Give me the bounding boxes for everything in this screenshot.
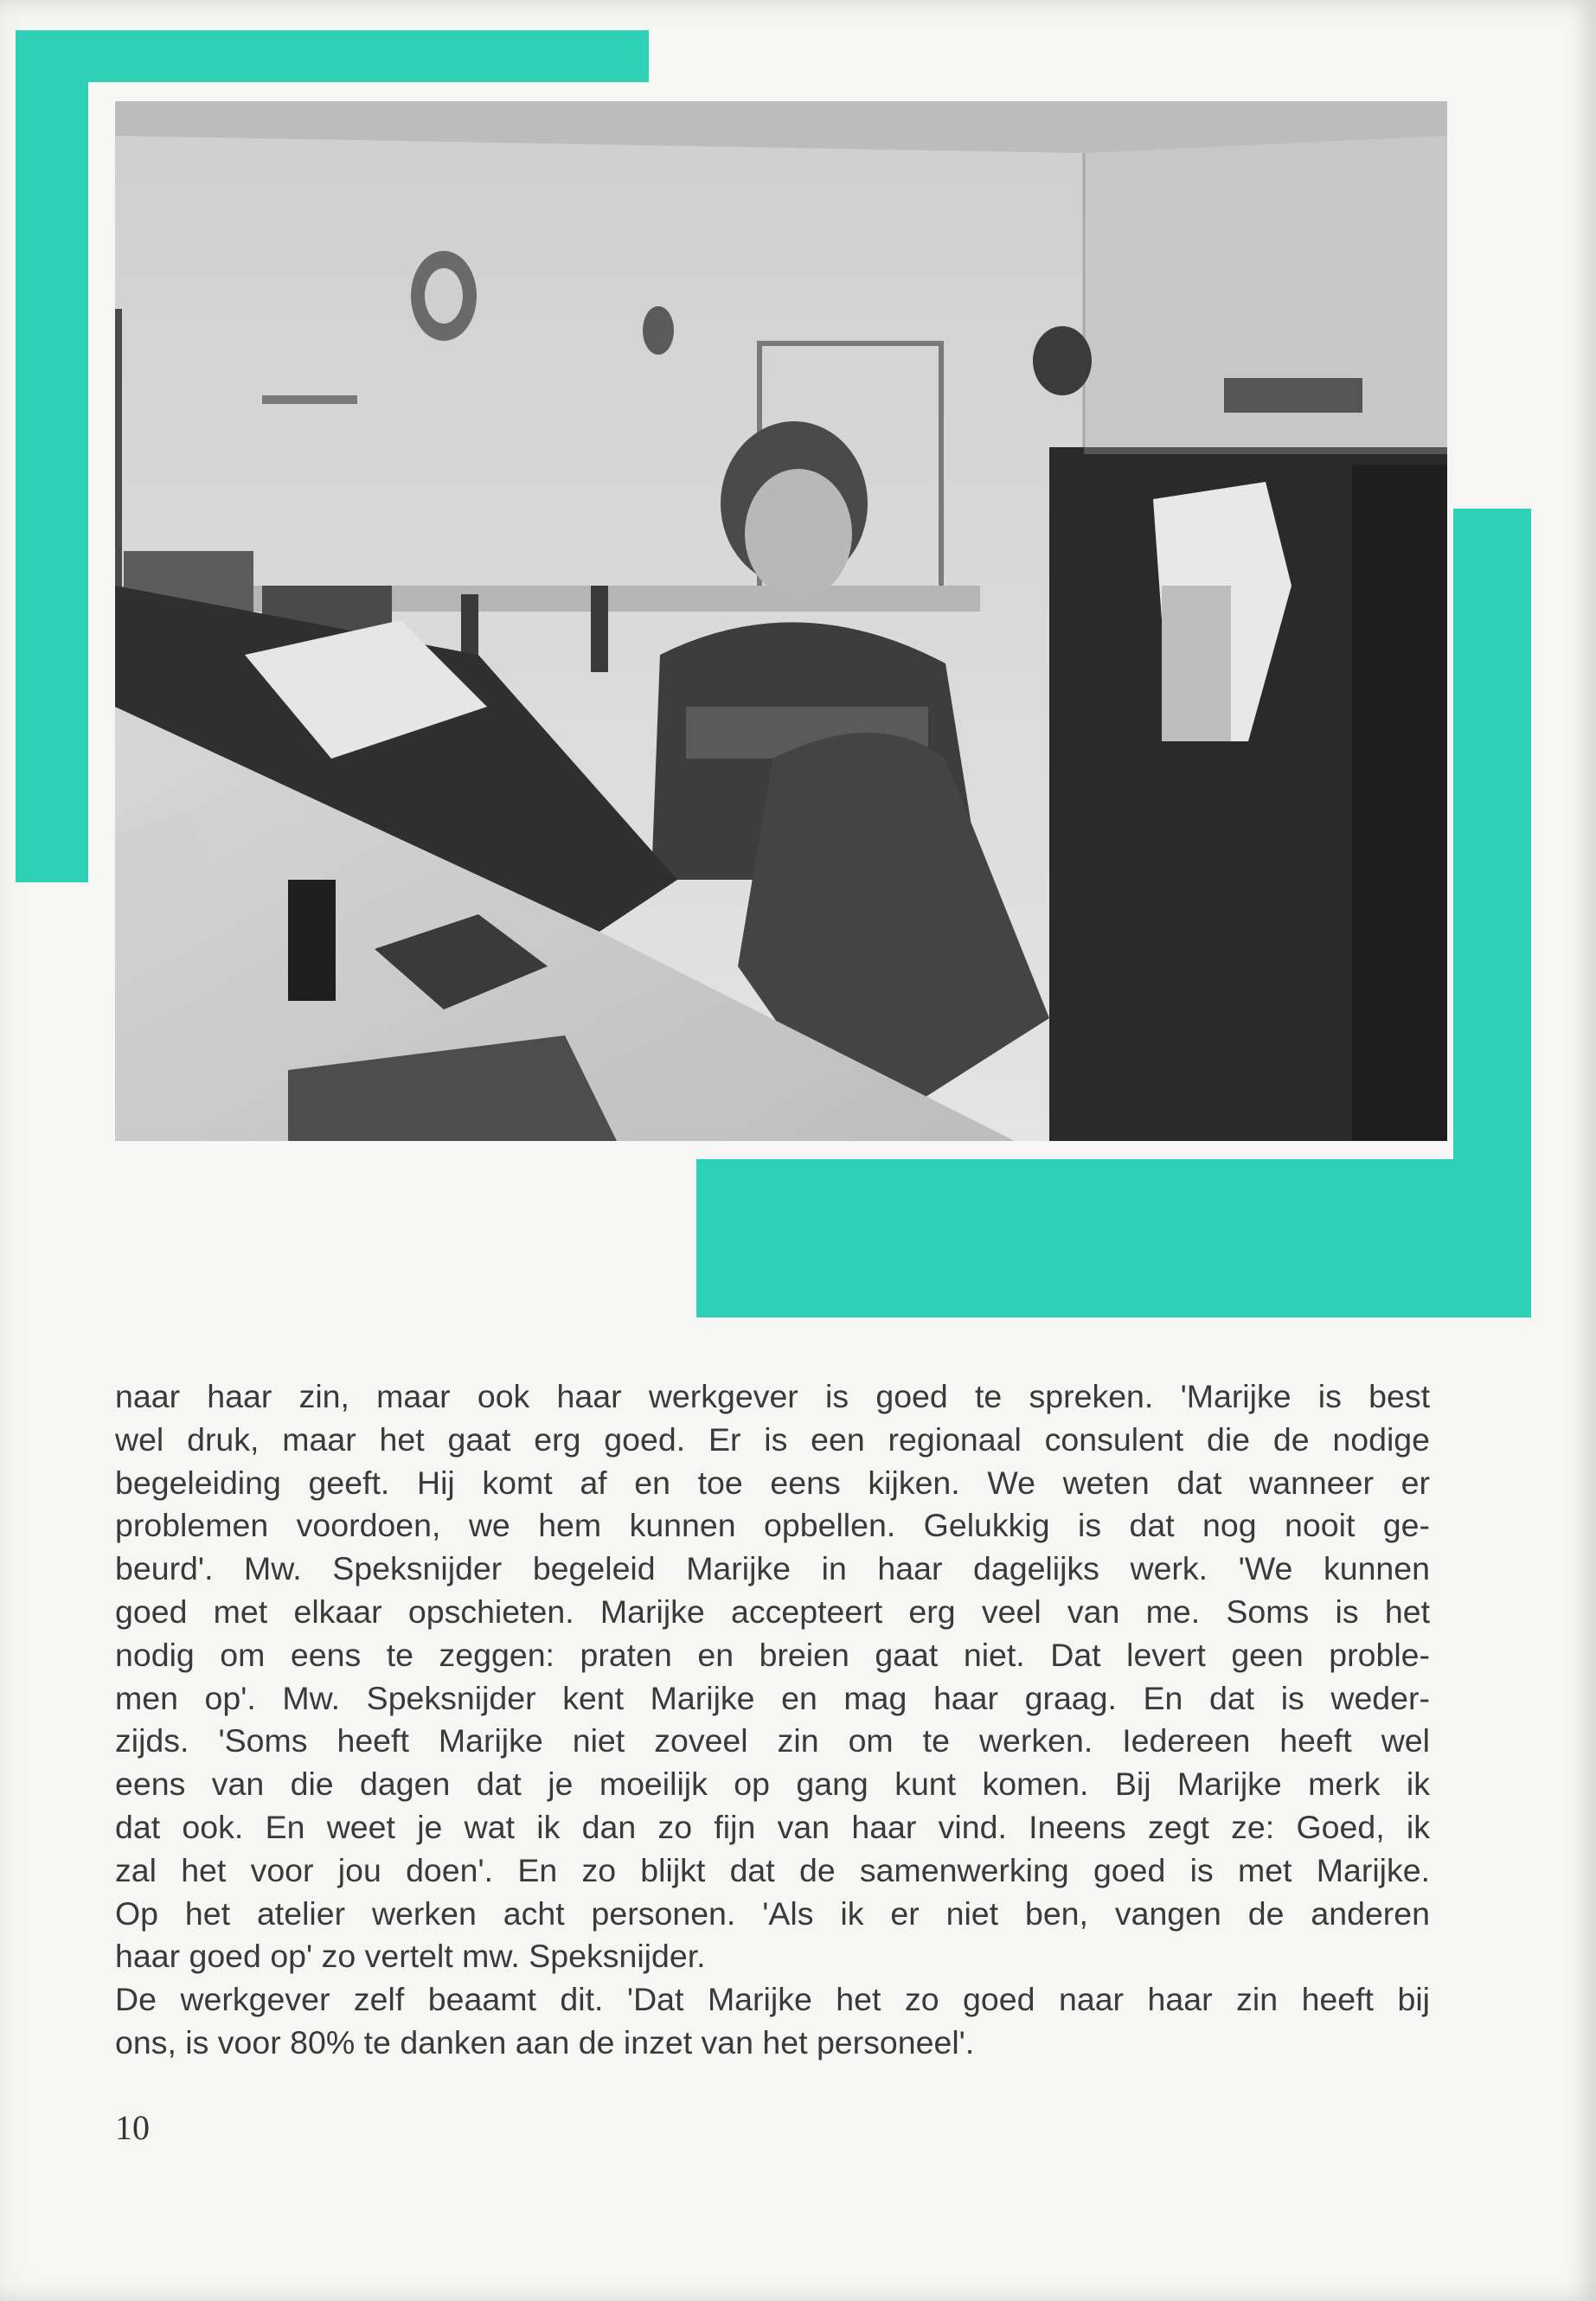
accent-bar-top-left — [16, 30, 649, 82]
article-line: naar haar zin, maar ook haar werkgever is goed te spreken. 'Marijke is best — [115, 1378, 1430, 1414]
article-line: goed met elkaar opschieten. Marijke accepteert erg veel van me. Soms is het — [115, 1593, 1430, 1630]
article-line: De werkgever zelf beaamt dit. 'Dat Marijke het zo goed naar haar zin heeft bij — [115, 1981, 1430, 2018]
article-line: men op'. Mw. Speksnijder kent Marijke en mag haar graag. En dat is weder- — [115, 1679, 1430, 1716]
article-line: ons, is voor 80% te danken aan de inzet van het personeel'. — [115, 2023, 975, 2061]
article-body — [115, 1375, 1430, 2065]
article-line: problemen voordoen, we hem kunnen opbellen. Gelukkig is dat nog nooit ge- — [115, 1507, 1430, 1544]
article-line: nodig om eens te zeggen: praten en breien gaat niet. Dat levert geen proble- — [115, 1636, 1430, 1673]
article-line: begeleiding geeft. Hij komt af en toe eens kijken. We weten dat wanneer er — [115, 1464, 1430, 1501]
photo-tailoring-workshop-icon — [115, 101, 1447, 1141]
article-line: haar goed op' zo vertelt mw. Speksnijder. — [115, 1938, 706, 1975]
article-line: zal het voor jou doen'. En zo blijkt dat de samenwerking goed is met Marijke. — [115, 1851, 1430, 1888]
workshop-photo — [115, 101, 1447, 1141]
page-number: 10 — [115, 2108, 150, 2147]
article-line: beurd'. Mw. Speksnijder begeleid Marijke in haar dagelijks werk. 'We kunnen — [115, 1550, 1430, 1587]
accent-bar-bottom-right — [696, 1159, 1531, 1317]
accent-bar-left — [16, 30, 88, 882]
article-line: dat ook. En weet je wat ik dan zo fijn van haar vind. Ineens zegt ze: Goed, ik — [115, 1808, 1430, 1845]
article-line: wel druk, maar het gaat erg goed. Er is een regionaal consulent die de nodige — [115, 1420, 1430, 1458]
article-line: zijds. 'Soms heeft Marijke niet zoveel zin om te werken. Iedereen heeft wel — [115, 1722, 1430, 1759]
article-line: Op het atelier werken acht personen. 'Als ik er niet ben, vangen de anderen — [115, 1894, 1430, 1932]
article-line: eens van die dagen dat je moeilijk op gang kunt komen. Bij Marijke merk ik — [115, 1766, 1430, 1803]
